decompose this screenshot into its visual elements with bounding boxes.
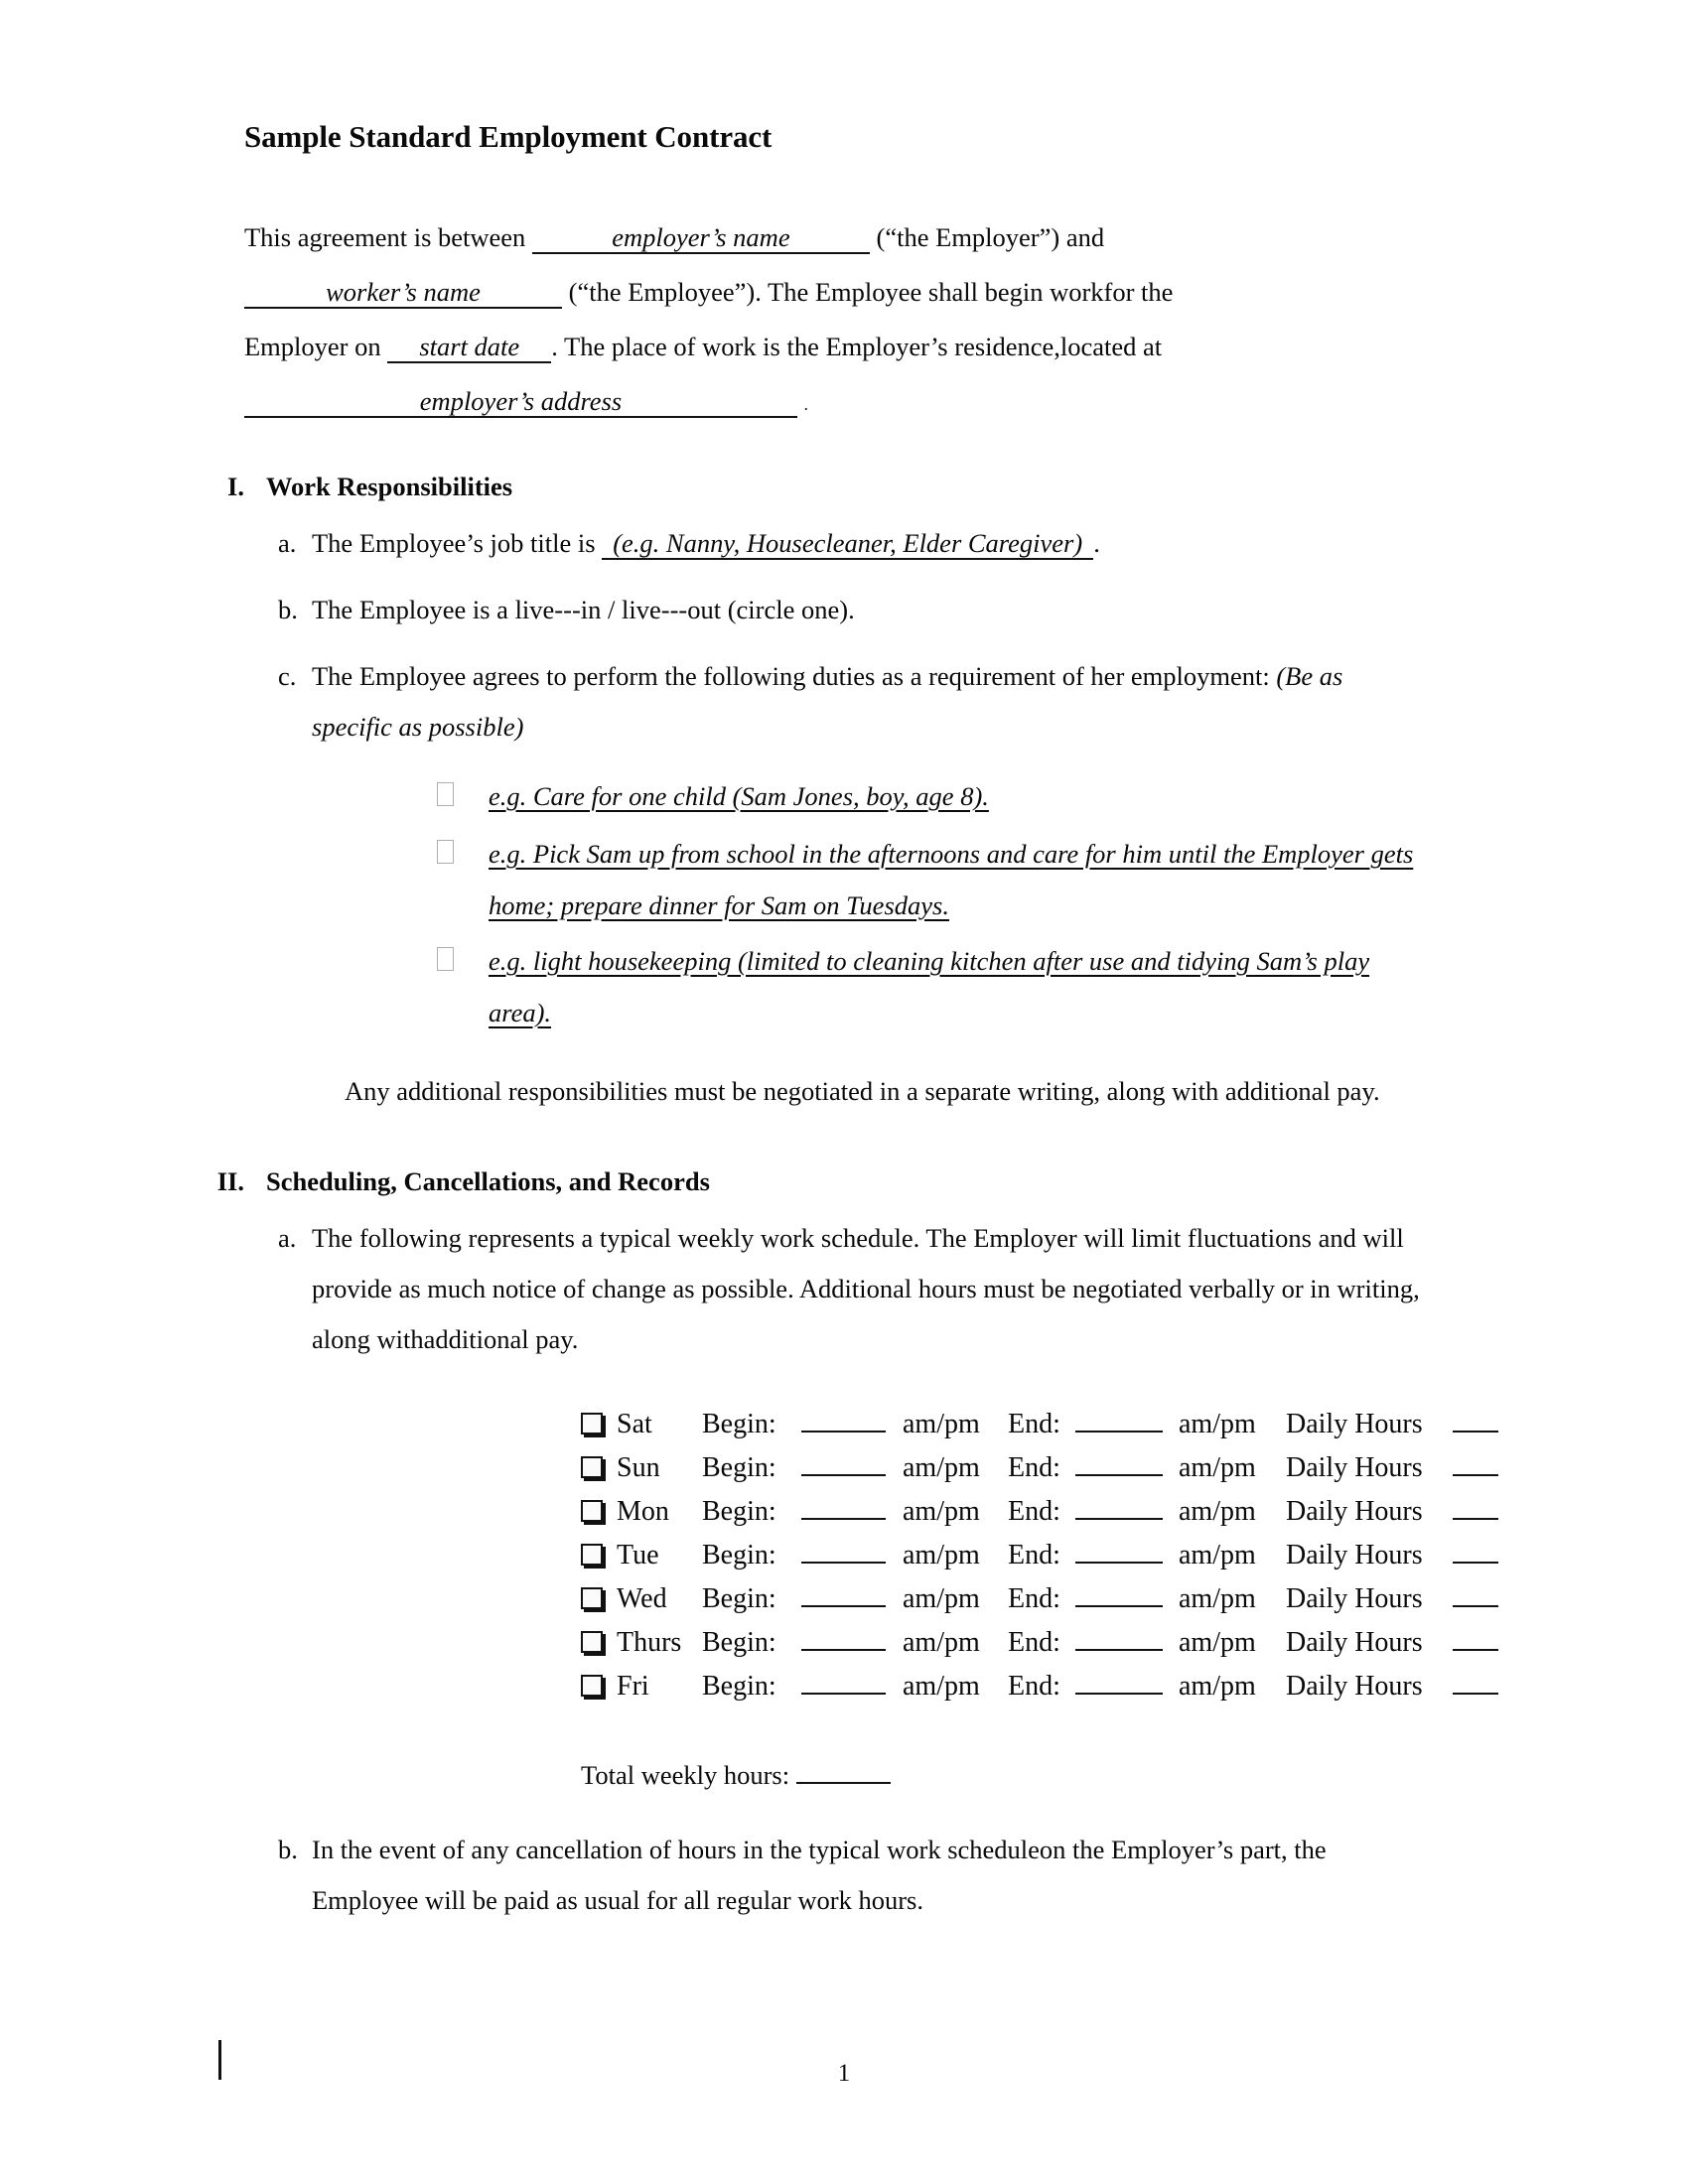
daily-hours-label: Daily Hours: [1286, 1626, 1423, 1658]
day-label: Mon: [617, 1495, 669, 1527]
intro-text-d: Employer on: [244, 331, 381, 361]
ampm-label: am/pm: [1179, 1451, 1256, 1483]
begin-label: Begin:: [702, 1408, 776, 1439]
total-weekly-hours-input[interactable]: [796, 1780, 891, 1784]
section-numeral: I.: [227, 471, 244, 501]
item-letter: b.: [278, 1834, 298, 1864]
duty-blank-2[interactable]: e.g. Pick Sam up from school in the afternoons and care for him until the Employer gets home; prepare dinner for Sam on Tuesdays.: [489, 838, 1414, 920]
item-body: [312, 651, 1425, 752]
ampm-label: am/pm: [903, 1451, 980, 1483]
ampm-label: am/pm: [1179, 1539, 1256, 1570]
total-weekly-hours-label: Total weekly hours:: [581, 1759, 790, 1790]
end-label: End:: [1008, 1495, 1060, 1527]
intro-line-2: [244, 265, 1425, 320]
item-letter: c.: [278, 660, 297, 691]
intro-text-e: . The place of work is the Employer’s residence,located at: [551, 331, 1163, 361]
employer-address-blank[interactable]: employer’s address: [244, 388, 797, 419]
intro-paragraph: [244, 210, 1425, 432]
checkbox-empty-icon[interactable]: [581, 1498, 617, 1530]
checkbox-empty-icon[interactable]: [581, 1585, 617, 1617]
duties-intro-hint: (Be as specific as possible): [312, 660, 1343, 742]
intro-text-b: (“the Employer”) and: [876, 221, 1105, 252]
ampm-label: am/pm: [903, 1495, 980, 1527]
daily-hours-input[interactable]: [1453, 1409, 1512, 1440]
job-title-label: The Employee’s job title is: [312, 527, 596, 558]
section-heading: [197, 472, 1425, 502]
daily-hours-label: Daily Hours: [1286, 1582, 1423, 1614]
section-title: Scheduling, Cancellations, and Records: [266, 1165, 710, 1196]
section-work-responsibilities: [189, 472, 1425, 1117]
begin-label: Begin:: [702, 1539, 776, 1570]
checkbox-empty-icon[interactable]: [581, 1411, 617, 1442]
worker-name-blank[interactable]: worker’s name: [244, 279, 562, 310]
intro-text-c: (“the Employee”). The Employee shall begin workfor the: [568, 276, 1174, 307]
missing-glyph-box-icon: [437, 770, 489, 822]
item-letter: a.: [278, 527, 297, 558]
checkbox-empty-icon[interactable]: [581, 1673, 617, 1705]
begin-time-input[interactable]: [801, 1583, 897, 1615]
list-item: [437, 770, 1430, 824]
ampm-label: am/pm: [903, 1582, 980, 1614]
list-item-II-a: [278, 1213, 1425, 1365]
begin-time-input[interactable]: [801, 1496, 897, 1528]
duties-intro-text: The Employee agrees to perform the following duties as a requirement of her employment:: [312, 660, 1270, 691]
ampm-label: am/pm: [903, 1626, 980, 1658]
start-date-blank[interactable]: start date: [387, 334, 551, 364]
document-content: [189, 119, 1425, 1926]
checkbox-empty-icon[interactable]: [581, 1454, 617, 1486]
daily-hours-label: Daily Hours: [1286, 1539, 1423, 1570]
job-title-blank[interactable]: (e.g. Nanny, Housecleaner, Elder Caregiver): [602, 530, 1093, 561]
day-label: Fri: [617, 1670, 649, 1702]
intro-text-f: .: [803, 394, 808, 414]
end-label: End:: [1008, 1670, 1060, 1702]
ampm-label: am/pm: [1179, 1582, 1256, 1614]
end-time-input[interactable]: [1075, 1583, 1173, 1615]
begin-time-input[interactable]: [801, 1627, 897, 1659]
section-numeral: II.: [216, 1165, 244, 1196]
day-label: Sat: [617, 1408, 652, 1439]
end-time-input[interactable]: [1075, 1540, 1173, 1571]
daily-hours-label: Daily Hours: [1286, 1495, 1423, 1527]
job-title-period: .: [1093, 527, 1100, 558]
end-time-input[interactable]: [1075, 1627, 1173, 1659]
begin-time-input[interactable]: [801, 1540, 897, 1571]
day-label: Thurs: [617, 1626, 682, 1658]
daily-hours-label: Daily Hours: [1286, 1408, 1423, 1439]
section-heading: [197, 1166, 1425, 1197]
daily-hours-input[interactable]: [1453, 1540, 1512, 1571]
end-time-input[interactable]: [1075, 1496, 1173, 1528]
day-label: Tue: [617, 1539, 659, 1570]
begin-label: Begin:: [702, 1582, 776, 1614]
employer-name-blank[interactable]: employer’s name: [532, 224, 870, 255]
list-item-I-b: [278, 585, 1425, 635]
begin-label: Begin:: [702, 1670, 776, 1702]
ampm-label: am/pm: [903, 1539, 980, 1570]
list-item: [437, 935, 1430, 1038]
table-row: [581, 1540, 1425, 1583]
end-label: End:: [1008, 1451, 1060, 1483]
daily-hours-label: Daily Hours: [1286, 1451, 1423, 1483]
day-label: Wed: [617, 1582, 667, 1614]
table-row: [581, 1627, 1425, 1671]
daily-hours-label: Daily Hours: [1286, 1670, 1423, 1702]
total-weekly-hours-row: [581, 1760, 1425, 1791]
end-label: End:: [1008, 1582, 1060, 1614]
daily-hours-input[interactable]: [1453, 1583, 1512, 1615]
ampm-label: am/pm: [1179, 1670, 1256, 1702]
ampm-label: am/pm: [1179, 1626, 1256, 1658]
end-label: End:: [1008, 1539, 1060, 1570]
intro-text-a: This agreement is between: [244, 221, 526, 252]
end-label: End:: [1008, 1626, 1060, 1658]
daily-hours-input[interactable]: [1453, 1671, 1512, 1703]
item-body: [312, 518, 1425, 569]
item-letter: b.: [278, 594, 298, 624]
intro-line-1: [244, 210, 1425, 265]
end-time-input[interactable]: [1075, 1409, 1173, 1440]
duty-blank-3[interactable]: e.g. light housekeeping (limited to cleaning kitchen after use and tidying Sam’s play area).: [489, 945, 1370, 1027]
table-row: [581, 1452, 1425, 1496]
page-number: 1: [837, 2060, 851, 2087]
page-title: Sample Standard Employment Contract: [244, 119, 773, 154]
intro-line-4: [244, 374, 1425, 432]
begin-label: Begin:: [702, 1495, 776, 1527]
end-time-input[interactable]: [1075, 1671, 1173, 1703]
section-scheduling: [189, 1166, 1425, 1926]
duties-list: [437, 770, 1430, 1038]
begin-time-input[interactable]: [801, 1452, 897, 1484]
item-letter: a.: [278, 1222, 297, 1253]
checkbox-empty-icon[interactable]: [581, 1629, 617, 1661]
begin-time-input[interactable]: [801, 1671, 897, 1703]
item-body: The following represents a typical weekly work schedule. The Employer will limit fluctuations and will provide as much notice of change as possible. Additional hours must be negotiated verbally or in writing, along withadditional pay.: [312, 1222, 1420, 1354]
daily-hours-input[interactable]: [1453, 1627, 1512, 1659]
daily-hours-input[interactable]: [1453, 1496, 1512, 1528]
begin-time-input[interactable]: [801, 1409, 897, 1440]
day-label: Sun: [617, 1451, 660, 1483]
end-time-input[interactable]: [1075, 1452, 1173, 1484]
daily-hours-input[interactable]: [1453, 1452, 1512, 1484]
table-row: [581, 1496, 1425, 1540]
checkbox-empty-icon[interactable]: [581, 1542, 617, 1573]
table-row: [581, 1671, 1425, 1714]
item-body: The Employee is a live---in / live---out (circle one).: [312, 594, 855, 624]
duty-blank-1[interactable]: e.g. Care for one child (Sam Jones, boy, age 8).: [489, 780, 989, 811]
ampm-label: am/pm: [903, 1408, 980, 1439]
begin-label: Begin:: [702, 1626, 776, 1658]
additional-responsibilities-paragraph: Any additional responsibilities must be negotiated in a separate writing, along with additional pay.: [345, 1075, 1380, 1106]
table-row: [581, 1409, 1425, 1452]
table-row: [581, 1583, 1425, 1627]
list-item: [437, 828, 1430, 931]
missing-glyph-box-icon: [437, 828, 489, 880]
missing-glyph-box-icon: [437, 935, 489, 987]
ampm-label: am/pm: [1179, 1495, 1256, 1527]
list-item-I-c: [278, 651, 1425, 752]
section-title: Work Responsibilities: [266, 471, 513, 501]
intro-line-3: [244, 320, 1425, 374]
begin-label: Begin:: [702, 1451, 776, 1483]
item-body: In the event of any cancellation of hours in the typical work scheduleon the Employer’s part, the Employee will be paid as usual for all regular work hours.: [312, 1834, 1327, 1915]
list-item-II-b: [278, 1825, 1425, 1926]
ampm-label: am/pm: [903, 1670, 980, 1702]
ampm-label: am/pm: [1179, 1408, 1256, 1439]
list-item-I-a: [278, 518, 1425, 569]
end-label: End:: [1008, 1408, 1060, 1439]
weekly-schedule-table: [581, 1409, 1425, 1714]
